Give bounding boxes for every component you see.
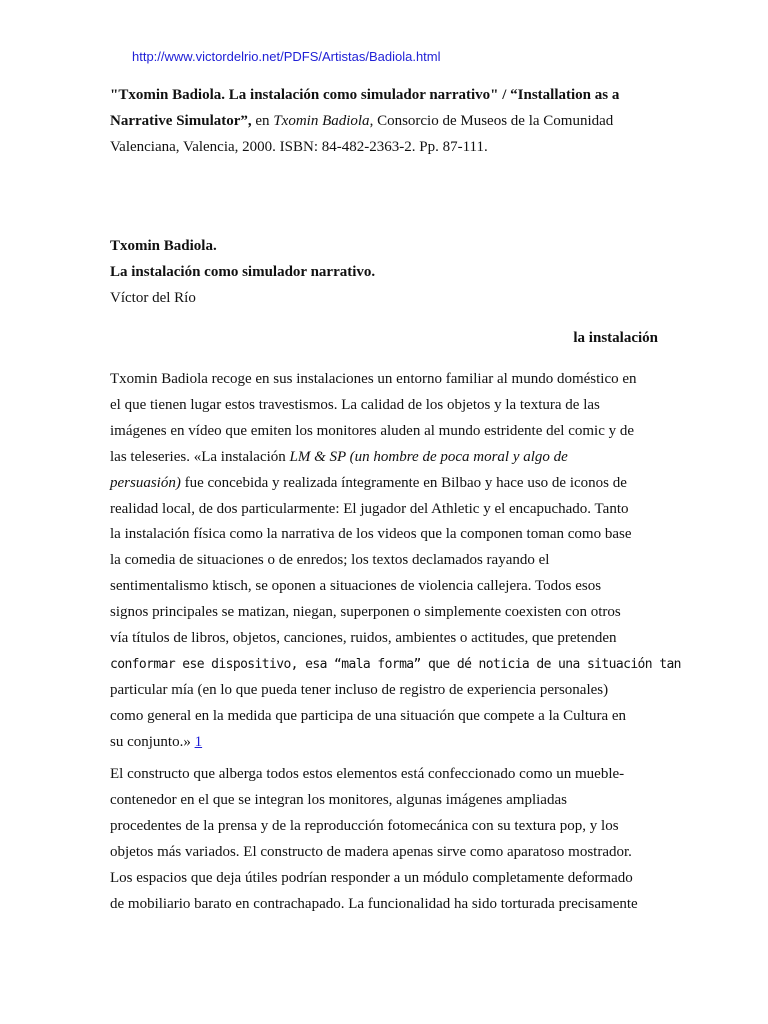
paragraph-line: realidad local, de dos particularmente: El jugador del Athletic y el encapuchado. Tanto (110, 500, 629, 517)
paragraph-line: procedentes de la prensa y de la reproducción fotomecánica con su textura pop, y los (110, 817, 619, 834)
paragraph-line: El constructo que alberga todos estos elementos está confeccionado como un mueble- (110, 766, 625, 782)
paragraph-line (110, 471, 659, 497)
source-url-link[interactable]: http://www.victordelrio.net/PDFS/Artistas/Badiola.html (132, 49, 441, 64)
paragraph-line: la instalación física como la narrativa de los videos que la componen toman como base (110, 526, 632, 543)
paragraph-line: particular mía (en lo que pueda tener incluso de registro de experiencia personales) (110, 681, 609, 698)
paragraph-line: de mobiliario barato en contrachapado. La funcionalidad ha sido torturada precisamente (110, 895, 638, 912)
paragraph-line: imágenes en vídeo que emiten los monitores aluden al mundo estridente del comic y de (110, 422, 635, 439)
paragraph-line: conformar ese dispositivo, esa “mala forma” que dé noticia de una situación tan (110, 656, 681, 672)
paragraph-line: el que tienen lugar estos travestismos. La calidad de los objetos y la textura de las (110, 396, 600, 413)
footnote-link[interactable]: 1 (194, 733, 203, 750)
paragraph-line: vía títulos de libros, objetos, canciones, ruidos, ambientes o actitudes, que pretenden (110, 630, 617, 647)
paragraph-line: la comedia de situaciones o de enredos; los textos declamados rayando el (110, 552, 550, 569)
work-title-cont: persuasión) (110, 474, 181, 491)
article-author: Víctor del Río (110, 290, 196, 306)
artist-name: Txomin Badiola. (110, 238, 217, 254)
citation-block (110, 82, 670, 160)
paragraph-line: objetos más variados. El constructo de madera apenas sirve como aparatoso mostrador. (110, 843, 632, 860)
article-title: La instalación como simulador narrativo. (110, 264, 376, 280)
paragraph-line: como general en la medida que participa de una situación que compete a la Cultura en (110, 707, 627, 724)
citation-book-title: Txomin Badiola (273, 113, 370, 129)
text-span: su conjunto.» (110, 733, 195, 750)
text-span: las teleseries. «La instalación (110, 448, 290, 465)
paragraph-1 (110, 367, 681, 756)
section-heading: la instalación (573, 330, 658, 346)
text-span: fue concebida y realizada íntegramente en Bilbao y hace uso de iconos de (180, 474, 627, 491)
paragraph-line: sentimentalismo ktisch, se oponen a situaciones de violencia callejera. Todos esos (110, 578, 602, 595)
paragraph-line: Los espacios que deja útiles podrían responder a un módulo completamente deformado (110, 869, 633, 886)
work-title: LM & SP (un hombre de poca moral y algo de (289, 448, 568, 465)
citation-publisher: , Consorcio de Museos de la Comunidad (369, 113, 614, 129)
paragraph-line: Txomin Badiola recoge en sus instalaciones un entorno familiar al mundo doméstico en (110, 371, 637, 387)
citation-line-2 (110, 108, 670, 134)
article-header (110, 233, 670, 311)
citation-title-line: "Txomin Badiola. La instalación como simulador narrativo" / “Installation as a (110, 87, 620, 103)
paragraph-line: contenedor en el que se integran los monitores, algunas imágenes ampliadas (110, 791, 567, 808)
paragraph-line: signos principales se matizan, niegan, superponen o simplemente coexisten con otros (110, 604, 621, 621)
citation-en: en (251, 113, 274, 129)
citation-line-3: Valenciana, Valencia, 2000. ISBN: 84-482-2363-2. Pp. 87-111. (110, 139, 488, 155)
citation-title-cont: Narrative Simulator”, (110, 113, 252, 129)
paragraph-2 (110, 762, 659, 917)
paragraph-line (110, 730, 659, 756)
paragraph-line (110, 445, 659, 471)
